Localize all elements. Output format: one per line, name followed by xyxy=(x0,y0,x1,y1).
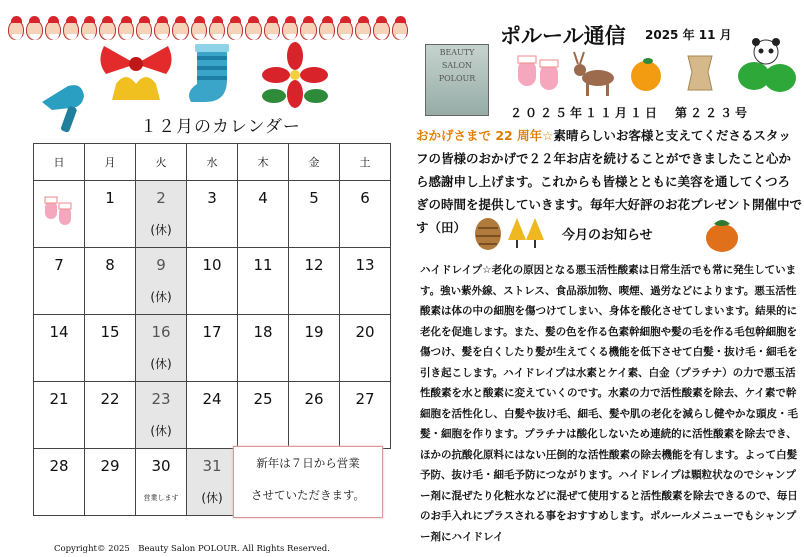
day-cell xyxy=(34,248,85,315)
santa-face-icon xyxy=(227,20,243,40)
day-number: 26 xyxy=(304,390,324,408)
holiday-label: (休) xyxy=(201,491,223,505)
bow-bells-icon xyxy=(96,40,176,110)
holiday-label: (休) xyxy=(150,223,172,237)
day-number: 24 xyxy=(202,390,222,408)
santa-border xyxy=(8,18,408,42)
day-cell xyxy=(187,382,238,449)
santa-face-icon xyxy=(99,20,115,40)
day-cell xyxy=(85,315,136,382)
day-number: 6 xyxy=(360,189,370,207)
day-number: 1 xyxy=(105,189,115,207)
santa-face-icon xyxy=(81,20,97,40)
newsletter-date: 2025 年 11 月 xyxy=(645,28,732,42)
day-number: 5 xyxy=(309,189,319,207)
day-number: 18 xyxy=(253,323,273,341)
day-cell xyxy=(85,181,136,248)
day-cell xyxy=(34,449,85,516)
week-row xyxy=(34,181,391,248)
day-number: 25 xyxy=(253,390,273,408)
day-number: 12 xyxy=(304,256,324,274)
santa-face-icon xyxy=(373,20,389,40)
santa-face-icon xyxy=(45,20,61,40)
day-number: 19 xyxy=(304,323,324,341)
newsletter-title: ポルール通信 xyxy=(500,24,626,48)
day-number: 23 xyxy=(151,390,171,408)
day-number: 9 xyxy=(156,256,166,274)
day-number: 4 xyxy=(258,189,268,207)
photo-text-1: BEAUTY xyxy=(439,48,475,57)
intro-highlight: おかげさまで 22 周年☆ xyxy=(416,128,554,143)
day-cell xyxy=(85,248,136,315)
day-number: 31 xyxy=(202,457,222,475)
santa-face-icon xyxy=(136,20,152,40)
orange-icon xyxy=(626,54,666,94)
day-number: 2 xyxy=(156,189,166,207)
day-number: 15 xyxy=(100,323,120,341)
day-number: 20 xyxy=(355,323,375,341)
santa-face-icon xyxy=(319,20,335,40)
day-cell xyxy=(340,382,391,449)
weekday-thu: 木 xyxy=(238,144,289,181)
day-number: 29 xyxy=(100,457,120,475)
day-number: 16 xyxy=(151,323,171,341)
holiday-label: (休) xyxy=(150,424,172,438)
day-cell xyxy=(238,382,289,449)
day-number: 27 xyxy=(355,390,375,408)
santa-face-icon xyxy=(245,20,261,40)
week-row xyxy=(34,382,391,449)
weekday-tue: 火 xyxy=(136,144,187,181)
holiday-label: (休) xyxy=(150,290,172,304)
calendar-title: １２月のカレンダー xyxy=(140,117,301,137)
day-number: 13 xyxy=(355,256,375,274)
day-cell xyxy=(289,181,340,248)
panda-clover-icon xyxy=(734,36,798,98)
day-number: 30 xyxy=(151,457,171,475)
persimmon-icon xyxy=(702,212,742,256)
day-number: 22 xyxy=(100,390,120,408)
day-cell-holiday xyxy=(136,248,187,315)
santa-face-icon xyxy=(191,20,207,40)
day-cell xyxy=(85,382,136,449)
day-number: 11 xyxy=(253,256,273,274)
photo-text-2: SALON xyxy=(441,61,473,70)
day-cell xyxy=(238,315,289,382)
day-number: 10 xyxy=(202,256,222,274)
day-cell xyxy=(136,449,187,516)
day-cell xyxy=(289,248,340,315)
day-cell-holiday xyxy=(136,181,187,248)
santa-face-icon xyxy=(392,20,408,40)
new-year-notice xyxy=(233,446,383,518)
stocking-icon xyxy=(183,40,247,108)
weekday-wed: 水 xyxy=(187,144,238,181)
day-cell xyxy=(289,382,340,449)
weekday-mon: 月 xyxy=(85,144,136,181)
pinecone-icon xyxy=(470,214,506,252)
day-cell-holiday xyxy=(136,382,187,449)
santa-face-icon xyxy=(26,20,42,40)
weekday-sat: 土 xyxy=(340,144,391,181)
santa-face-icon xyxy=(8,20,24,40)
notice-line-2: させていただきます。 xyxy=(250,488,366,502)
day-cell xyxy=(340,248,391,315)
santa-face-icon xyxy=(337,20,353,40)
week-row xyxy=(34,315,391,382)
topic-title: 今月のお知らせ xyxy=(562,228,653,243)
day-number: 28 xyxy=(49,457,69,475)
santa-face-icon xyxy=(118,20,134,40)
day-number: 17 xyxy=(202,323,222,341)
santa-face-icon xyxy=(154,20,170,40)
day-cell xyxy=(85,449,136,516)
copyright: Copyright© 2025 Beauty Salon POLOUR. All Rights Reserved. xyxy=(54,544,330,554)
mittens-icon xyxy=(512,50,566,96)
day-cell xyxy=(238,181,289,248)
week-row xyxy=(34,248,391,315)
day-cell xyxy=(340,315,391,382)
autumn-trees-icon xyxy=(508,216,544,250)
photo-text-3: POLOUR xyxy=(438,74,476,83)
candy-icon xyxy=(680,50,720,96)
intro-text: 素晴らしいお客様と支えてくださるスタッフの皆様のおかげで２２年お店を続けることができましたこと心から感謝申し上げます。これからも皆様とともに美容を通してくつろぎの時間を提供していきます。毎年大好評のお花プレゼント開催中です（田） xyxy=(416,128,803,235)
day-cell-holiday xyxy=(136,315,187,382)
day-cell xyxy=(187,315,238,382)
santa-face-icon xyxy=(355,20,371,40)
weekday-sun: 日 xyxy=(34,144,85,181)
day-number: 14 xyxy=(49,323,69,341)
santa-face-icon xyxy=(264,20,280,40)
day-cell xyxy=(187,248,238,315)
poinsettia-icon xyxy=(262,42,328,108)
issue-line: ２０２５年１１月１日 第２２３号 xyxy=(510,106,751,120)
day-number: 3 xyxy=(207,189,217,207)
mittens-icon xyxy=(39,193,79,233)
day-cell xyxy=(34,382,85,449)
day-cell xyxy=(289,315,340,382)
day-cell xyxy=(340,181,391,248)
santa-face-icon xyxy=(209,20,225,40)
santa-face-icon xyxy=(300,20,316,40)
day-cell xyxy=(238,248,289,315)
day-number: 7 xyxy=(54,256,64,274)
reindeer-icon xyxy=(570,48,624,98)
day-cell xyxy=(34,315,85,382)
salon-photo xyxy=(425,44,489,116)
hair-dryer-icon xyxy=(38,80,88,134)
santa-face-icon xyxy=(172,20,188,40)
open-note: 営業します xyxy=(143,494,179,502)
holiday-label: (休) xyxy=(150,357,172,371)
weekday-row xyxy=(34,144,391,181)
santa-face-icon xyxy=(63,20,79,40)
article-body: ハイドレイプ☆老化の原因となる悪玉活性酸素は日常生活でも常に発生しています。強い紫外線、ストレス、食品添加物、喫煙、過労などによります。悪玉活性酸素は体の中の細胞を傷つけてしまい、身体を酸化させてしまいます。結果的に老化を促進します。また、髪の色を作る色素幹細胞や髪の毛を作る毛包幹細胞を傷つけ、髪を白くしたり髪が生えてくる機能を低下させて白髪・抜け毛・細毛を引き起こします。ハイドレイプは水素とケイ素、白金（プラチナ）の力で悪玉活性酸素を水と酸素に変えていくのです。水素の力で活性酸素を除去、ケイ素で幹細胞を活性化し、白髪や抜け毛、細毛、髪や肌の老化を減らし健やかな頭皮・毛髪・細胞を作ります。プラチナは酸化しないため連続的に活性酸素を除去でき、ほかの抗酸化原料にはない圧倒的な活性酸素の除去機能を有します。よって白髪予防、抜け毛・細毛予防につながります。ハイドレイプは顆粒状なのでシャンプー剤に混ぜたり化粧水などに混ぜて使用すると活性酸素を除去できるので、毎日のお手入れにプラスされる事をおすすめします。ポルールメニューでもシャンプー剤にハイドレイ xyxy=(420,264,798,543)
day-cell xyxy=(187,181,238,248)
day-cell-empty xyxy=(34,181,85,248)
notice-line-1: 新年は７日から営業 xyxy=(256,456,360,470)
day-number: 21 xyxy=(49,390,69,408)
weekday-fri: 金 xyxy=(289,144,340,181)
santa-face-icon xyxy=(282,20,298,40)
day-number: 8 xyxy=(105,256,115,274)
day-cell-holiday xyxy=(187,449,238,516)
